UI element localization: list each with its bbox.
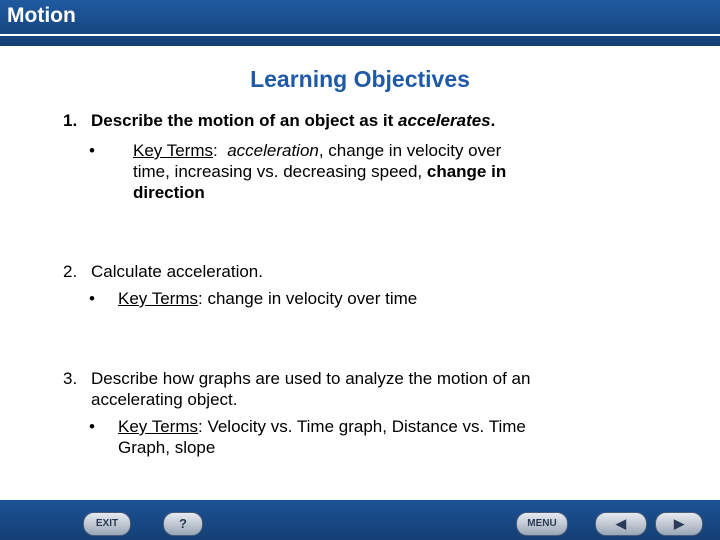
objective-text-line-2: accelerating object. xyxy=(91,390,238,409)
header-band xyxy=(0,0,720,46)
terms-rest: , change in velocity over xyxy=(318,141,502,160)
next-button[interactable]: ▶ xyxy=(655,512,703,536)
bullet: • xyxy=(89,141,95,160)
objective-text xyxy=(91,110,495,131)
key-terms-label: Key Terms xyxy=(118,417,198,436)
objective-number: 2. xyxy=(63,262,78,281)
objective-number: 1. xyxy=(63,111,78,130)
objective-text-emphasis: accelerates xyxy=(398,111,491,130)
objective-text: Calculate acceleration. xyxy=(91,262,263,281)
objective-text-line-1: Describe how graphs are used to analyze the motion of an xyxy=(91,369,531,388)
objective-text-plain: Describe the motion of an object as it xyxy=(91,111,398,130)
terms-line-1 xyxy=(118,288,417,309)
terms-rest: : Velocity vs. Time graph, Distance vs. Time xyxy=(198,417,526,436)
key-terms-colon: : xyxy=(213,141,218,160)
menu-button[interactable]: MENU xyxy=(516,512,568,536)
key-terms-label: Key Terms xyxy=(133,141,213,160)
objective-text-end: . xyxy=(490,111,496,130)
terms-line-2-plain: time, increasing vs. decreasing speed, xyxy=(133,162,427,181)
terms-line-2: Graph, slope xyxy=(118,438,216,457)
terms-line-1 xyxy=(118,416,526,437)
terms-rest: : change in velocity over time xyxy=(198,289,418,308)
terms-line-3: direction xyxy=(133,183,205,202)
header-rule xyxy=(0,34,720,36)
previous-button[interactable]: ◀ xyxy=(595,512,647,536)
terms-line-2 xyxy=(133,161,506,182)
page-title: Learning Objectives xyxy=(250,66,470,92)
terms-line-1 xyxy=(133,140,501,161)
footer-band xyxy=(0,500,720,540)
term-acceleration: acceleration xyxy=(227,141,319,160)
terms-line-2-bold: change in xyxy=(426,162,507,181)
bullet: • xyxy=(89,289,95,308)
objective-number: 3. xyxy=(63,369,78,388)
help-button[interactable]: ? xyxy=(163,512,203,536)
chapter-label: Motion xyxy=(7,4,76,27)
exit-button[interactable]: EXIT xyxy=(83,512,131,536)
key-terms-label: Key Terms xyxy=(118,289,198,308)
bullet: • xyxy=(89,417,95,436)
